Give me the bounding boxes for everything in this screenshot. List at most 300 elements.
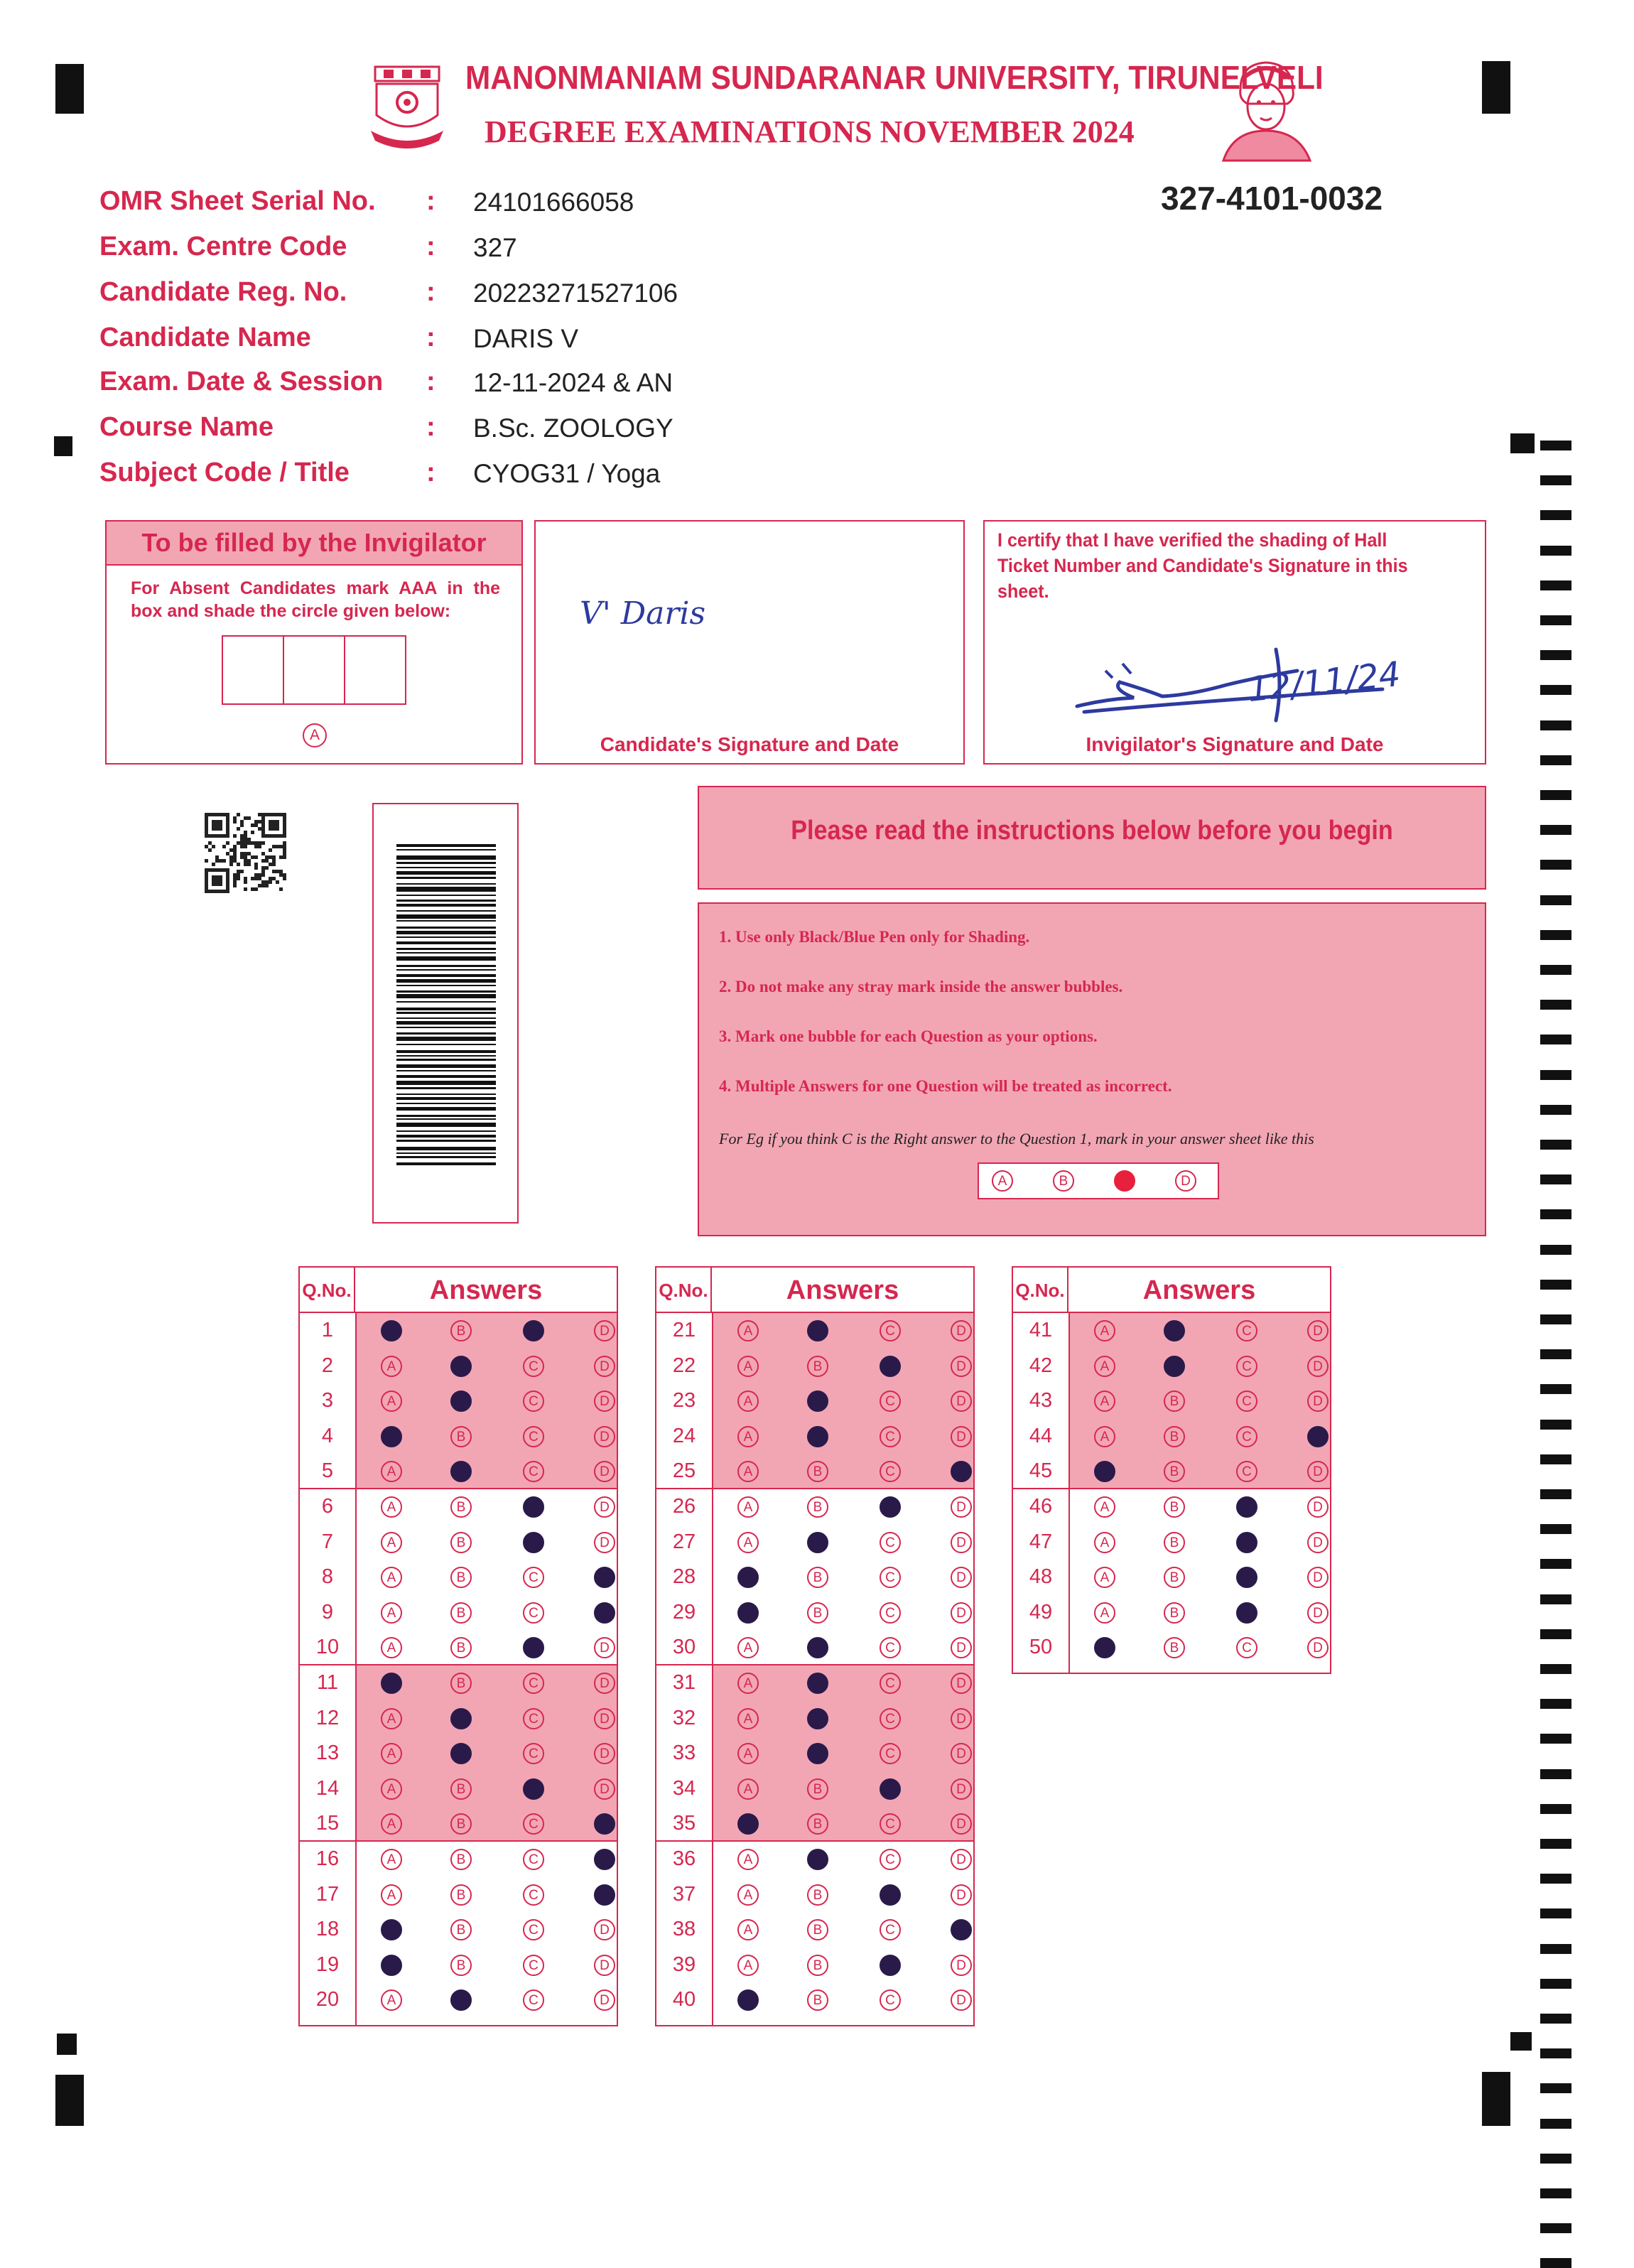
answer-bubble-q49-d[interactable]: D <box>1307 1602 1329 1624</box>
info-value: B.Sc. ZOOLOGY <box>473 414 673 443</box>
answer-bubble-q31-c[interactable]: C <box>880 1673 901 1694</box>
answer-bubble-q7-d[interactable]: D <box>594 1532 615 1553</box>
answer-bubble-q41-a[interactable]: A <box>1094 1320 1115 1341</box>
qr-module <box>251 877 254 880</box>
barcode-bar <box>396 965 496 967</box>
answer-bubble-q34-c[interactable] <box>880 1778 901 1800</box>
qno-header: Q.No. <box>300 1268 355 1313</box>
barcode-bar <box>396 849 496 850</box>
qr-finder <box>261 834 286 838</box>
answer-bubble-q3-a[interactable]: A <box>381 1390 402 1412</box>
question-number: 5 <box>321 1459 334 1483</box>
answer-bubble-q31-a[interactable]: A <box>737 1673 759 1694</box>
qr-module <box>251 855 254 859</box>
answer-bubble-q35-b[interactable]: B <box>807 1813 828 1835</box>
answer-bubble-q36-d[interactable]: D <box>951 1849 972 1870</box>
answer-bubble-q16-a[interactable]: A <box>381 1849 402 1870</box>
qr-module <box>237 877 240 880</box>
answer-bubble-q30-a[interactable]: A <box>737 1637 759 1658</box>
answer-bubble-q28-d[interactable]: D <box>951 1567 972 1588</box>
qr-module <box>251 887 254 891</box>
qr-module <box>265 884 269 887</box>
qr-module <box>233 816 237 820</box>
answer-bubble-q32-b[interactable] <box>807 1708 828 1729</box>
barcode-bar <box>396 931 496 934</box>
barcode-bar <box>396 920 496 922</box>
answer-bubble-q18-b[interactable]: B <box>450 1919 472 1940</box>
answer-bubble-q20-b[interactable] <box>450 1989 472 2011</box>
answer-bubble-q23-d[interactable]: D <box>951 1390 972 1412</box>
answer-bubble-q28-a[interactable] <box>737 1567 759 1588</box>
answer-bubble-q40-d[interactable]: D <box>951 1989 972 2011</box>
barcode-bar <box>396 1001 496 1003</box>
qr-module <box>229 855 233 859</box>
answer-bubble-q6-c[interactable] <box>523 1496 544 1518</box>
barcode-bar <box>396 927 496 929</box>
answer-bubble-q37-c[interactable] <box>880 1884 901 1906</box>
qr-module <box>269 848 272 852</box>
university-emblem-icon <box>369 63 445 151</box>
answer-bubble-q21-d[interactable]: D <box>951 1320 972 1341</box>
timing-tick <box>1540 2014 1571 2024</box>
qr-module <box>261 884 265 887</box>
answer-bubble-q24-c[interactable]: C <box>880 1426 901 1447</box>
absent-code-box-1[interactable] <box>222 635 284 705</box>
answer-bubble-q34-a[interactable]: A <box>737 1778 759 1800</box>
answer-bubble-q10-a[interactable]: A <box>381 1637 402 1658</box>
candidate-signature: V' Daris <box>580 595 706 632</box>
answer-bubble-q46-c[interactable] <box>1236 1496 1257 1518</box>
qr-module <box>222 859 226 863</box>
answer-bubble-q14-a[interactable]: A <box>381 1778 402 1800</box>
answer-bubble-q21-a[interactable]: A <box>737 1320 759 1341</box>
answer-bubble-q40-b[interactable]: B <box>807 1989 828 2011</box>
qr-module <box>254 877 258 880</box>
answer-bubble-q37-b[interactable]: B <box>807 1884 828 1906</box>
answer-bubble-q12-b[interactable] <box>450 1708 472 1729</box>
answer-bubble-q19-d[interactable]: D <box>594 1955 615 1976</box>
timing-tick <box>1540 1000 1571 1010</box>
answer-bubble-q24-d[interactable]: D <box>951 1426 972 1447</box>
qr-module <box>233 820 237 824</box>
question-number: 15 <box>315 1812 340 1835</box>
barcode-bar <box>396 1123 496 1127</box>
absent-code-box-2[interactable] <box>283 635 345 705</box>
qr-module <box>258 873 261 877</box>
answer-bubble-q22-b[interactable]: B <box>807 1356 828 1377</box>
barcode-bar <box>396 1017 496 1019</box>
qr-module <box>261 852 265 855</box>
answer-bubble-q16-d[interactable] <box>594 1849 615 1870</box>
answer-bubble-q14-d[interactable]: D <box>594 1778 615 1800</box>
invigilator-signature-date: 12/11/24 <box>1245 654 1402 711</box>
question-number: 43 <box>1029 1389 1053 1413</box>
answer-bubble-q41-b[interactable] <box>1164 1320 1185 1341</box>
barcode-bar <box>396 1115 496 1117</box>
answer-bubble-q50-a[interactable] <box>1094 1637 1115 1658</box>
answer-bubble-q40-c[interactable]: C <box>880 1989 901 2011</box>
answer-bubble-q39-b[interactable]: B <box>807 1955 828 1976</box>
qr-module <box>219 859 222 863</box>
question-number: 2 <box>321 1354 334 1377</box>
answer-bubble-q30-c[interactable]: C <box>880 1637 901 1658</box>
answer-bubble-q13-a[interactable]: A <box>381 1743 402 1764</box>
answer-bubble-q44-b[interactable]: B <box>1164 1426 1185 1447</box>
qr-module <box>261 866 265 870</box>
answer-bubble-q4-d[interactable]: D <box>594 1426 615 1447</box>
qr-module <box>279 870 283 873</box>
answer-bubble-q26-b[interactable]: B <box>807 1496 828 1518</box>
answer-bubble-q18-a[interactable] <box>381 1919 402 1940</box>
certification-text: I certify that I have verified the shading of Hall Ticket Number and Candidate's Signature in this sheet. <box>997 529 1408 602</box>
qr-module <box>244 855 247 859</box>
answer-bubble-q4-a[interactable] <box>381 1426 402 1447</box>
question-number: 32 <box>672 1706 696 1729</box>
answer-bubble-q18-c[interactable]: C <box>523 1919 544 1940</box>
absent-code-box-3[interactable] <box>344 635 406 705</box>
answer-bubble-q22-d[interactable]: D <box>951 1356 972 1377</box>
answer-bubble-q4-c[interactable]: C <box>523 1426 544 1447</box>
answer-bubble-q13-d[interactable]: D <box>594 1743 615 1764</box>
answer-bubble-q41-c[interactable]: C <box>1236 1320 1257 1341</box>
example-bubble-a: A <box>992 1170 1013 1192</box>
answer-bubble-q17-d[interactable] <box>594 1884 615 1906</box>
answer-bubble-q22-c[interactable] <box>880 1356 901 1377</box>
answer-bubble-q32-c[interactable]: C <box>880 1708 901 1729</box>
barcode-bar <box>396 1103 496 1104</box>
answer-bubble-q48-d[interactable]: D <box>1307 1567 1329 1588</box>
question-number: 1 <box>321 1319 334 1341</box>
answer-bubble-q12-c[interactable]: C <box>523 1708 544 1729</box>
qr-finder <box>226 813 229 838</box>
answer-bubble-q23-c[interactable]: C <box>880 1390 901 1412</box>
answer-bubble-q10-b[interactable]: B <box>450 1637 472 1658</box>
answer-bubble-q19-a[interactable] <box>381 1955 402 1976</box>
answer-bubble-q14-b[interactable]: B <box>450 1778 472 1800</box>
answer-bubble-q24-b[interactable] <box>807 1426 828 1447</box>
answer-bubble-q33-d[interactable]: D <box>951 1743 972 1764</box>
answer-bubble-q42-b[interactable] <box>1164 1356 1185 1377</box>
qr-module <box>258 884 261 887</box>
info-colon: : <box>426 323 435 352</box>
timing-tick <box>1540 1174 1571 1184</box>
answer-bubble-q18-d[interactable]: D <box>594 1919 615 1940</box>
answer-bubble-q45-c[interactable]: C <box>1236 1461 1257 1482</box>
timing-tick <box>1540 1140 1571 1150</box>
answer-bubble-q47-c[interactable] <box>1236 1532 1257 1553</box>
qr-module <box>244 859 247 863</box>
answer-bubble-q10-d[interactable]: D <box>594 1637 615 1658</box>
qr-module <box>233 880 237 884</box>
answer-bubble-q7-a[interactable]: A <box>381 1532 402 1553</box>
answer-bubble-q7-c[interactable] <box>523 1532 544 1553</box>
barcode-bar <box>396 844 496 847</box>
timing-tick <box>1540 1804 1571 1814</box>
answer-bubble-q2-d[interactable]: D <box>594 1356 615 1377</box>
answer-bubble-q30-b[interactable] <box>807 1637 828 1658</box>
answer-bubble-q39-d[interactable]: D <box>951 1955 972 1976</box>
qr-module <box>272 863 276 866</box>
answer-bubble-q22-a[interactable]: A <box>737 1356 759 1377</box>
timing-tick <box>1540 2188 1571 2198</box>
answer-bubble-q32-a[interactable]: A <box>737 1708 759 1729</box>
answer-bubble-q29-d[interactable]: D <box>951 1602 972 1624</box>
answer-bubble-q48-a[interactable]: A <box>1094 1567 1115 1588</box>
qr-module <box>215 859 219 863</box>
qr-module <box>233 834 237 838</box>
answer-bubble-q17-b[interactable]: B <box>450 1884 472 1906</box>
answer-bubble-q11-c[interactable]: C <box>523 1673 544 1694</box>
answer-bubble-q15-c[interactable]: C <box>523 1813 544 1835</box>
answer-bubble-q27-b[interactable] <box>807 1532 828 1553</box>
answer-bubble-q8-d[interactable] <box>594 1567 615 1588</box>
answer-bubble-q15-b[interactable]: B <box>450 1813 472 1835</box>
answer-bubble-q31-d[interactable]: D <box>951 1673 972 1694</box>
answer-bubble-q19-b[interactable]: B <box>450 1955 472 1976</box>
qr-module <box>261 870 265 873</box>
answer-bubble-q7-b[interactable]: B <box>450 1532 472 1553</box>
answer-bubble-q5-d[interactable]: D <box>594 1461 615 1482</box>
answer-bubble-q36-a[interactable]: A <box>737 1849 759 1870</box>
answer-bubble-q39-c[interactable] <box>880 1955 901 1976</box>
answer-bubble-q17-c[interactable]: C <box>523 1884 544 1906</box>
answer-bubble-q5-a[interactable]: A <box>381 1461 402 1482</box>
answer-bubble-q41-d[interactable]: D <box>1307 1320 1329 1341</box>
qr-module <box>279 855 283 859</box>
qr-finder <box>226 868 229 893</box>
answer-bubble-q45-b[interactable]: B <box>1164 1461 1185 1482</box>
answer-bubble-q26-c[interactable] <box>880 1496 901 1518</box>
timing-tick <box>1540 1769 1571 1779</box>
answer-bubble-q8-b[interactable]: B <box>450 1567 472 1588</box>
answer-bubble-q39-a[interactable]: A <box>737 1955 759 1976</box>
instructions-heading: Please read the instructions below before you begin <box>791 816 1393 846</box>
qr-module <box>244 845 247 848</box>
column-divider <box>1068 1313 1070 1673</box>
answer-bubble-q48-c[interactable] <box>1236 1567 1257 1588</box>
question-number: 42 <box>1029 1354 1053 1377</box>
answer-bubble-q37-a[interactable]: A <box>737 1884 759 1906</box>
answer-bubble-q47-d[interactable]: D <box>1307 1532 1329 1553</box>
answer-bubble-q25-b[interactable]: B <box>807 1461 828 1482</box>
answer-bubble-q11-a[interactable] <box>381 1673 402 1694</box>
answer-bubble-q36-c[interactable]: C <box>880 1849 901 1870</box>
answer-bubble-q33-a[interactable]: A <box>737 1743 759 1764</box>
timing-tick <box>1540 546 1571 556</box>
answer-bubble-q38-c[interactable]: C <box>880 1919 901 1940</box>
answer-bubble-q33-b[interactable] <box>807 1743 828 1764</box>
answer-bubble-q38-d[interactable] <box>951 1919 972 1940</box>
barcode-bar <box>396 1070 496 1071</box>
answer-bubble-q6-b[interactable]: B <box>450 1496 472 1518</box>
answer-bubble-q42-c[interactable]: C <box>1236 1356 1257 1377</box>
answer-bubble-q29-c[interactable]: C <box>880 1602 901 1624</box>
answer-bubble-q27-d[interactable]: D <box>951 1532 972 1553</box>
answer-bubble-q31-b[interactable] <box>807 1673 828 1694</box>
answer-bubble-q3-b[interactable] <box>450 1390 472 1412</box>
answer-bubble-q35-c[interactable]: C <box>880 1813 901 1835</box>
barcode-bar <box>396 862 496 864</box>
answer-bubble-q42-a[interactable]: A <box>1094 1356 1115 1377</box>
answer-bubble-q44-a[interactable]: A <box>1094 1426 1115 1447</box>
answer-bubble-q49-a[interactable]: A <box>1094 1602 1115 1624</box>
info-value: 12-11-2024 & AN <box>473 368 673 397</box>
timing-tick <box>1540 1384 1571 1394</box>
answer-bubble-q34-d[interactable]: D <box>951 1778 972 1800</box>
answer-bubble-q13-c[interactable]: C <box>523 1743 544 1764</box>
answer-bubble-q17-a[interactable]: A <box>381 1884 402 1906</box>
answer-bubble-q9-c[interactable]: C <box>523 1602 544 1624</box>
answer-bubble-q21-c[interactable]: C <box>880 1320 901 1341</box>
answer-bubble-q48-b[interactable]: B <box>1164 1567 1185 1588</box>
answer-bubble-q16-b[interactable]: B <box>450 1849 472 1870</box>
qr-module <box>233 859 237 863</box>
info-colon: : <box>426 458 435 487</box>
answer-bubble-q14-c[interactable] <box>523 1778 544 1800</box>
invigilator-heading: To be filled by the Invigilator <box>107 522 521 566</box>
answer-bubble-q47-b[interactable]: B <box>1164 1532 1185 1553</box>
info-value: 327 <box>473 233 517 262</box>
qno-header: Q.No. <box>656 1268 712 1313</box>
qr-module <box>244 816 247 820</box>
answer-bubble-q49-b[interactable]: B <box>1164 1602 1185 1624</box>
answer-bubble-q3-d[interactable]: D <box>594 1390 615 1412</box>
timing-tick <box>1540 1245 1571 1255</box>
qr-module <box>244 863 247 866</box>
answer-bubble-q1-a[interactable] <box>381 1320 402 1341</box>
answer-bubble-q49-c[interactable] <box>1236 1602 1257 1624</box>
answer-bubble-q38-b[interactable]: B <box>807 1919 828 1940</box>
answer-bubble-q25-c[interactable]: C <box>880 1461 901 1482</box>
answer-bubble-q6-a[interactable]: A <box>381 1496 402 1518</box>
answer-bubble-q2-a[interactable]: A <box>381 1356 402 1377</box>
qr-module <box>237 827 240 831</box>
answer-bubble-q6-d[interactable]: D <box>594 1496 615 1518</box>
answer-bubble-q23-b[interactable] <box>807 1390 828 1412</box>
answer-bubble-q19-c[interactable]: C <box>523 1955 544 1976</box>
answer-bubble-q37-d[interactable]: D <box>951 1884 972 1906</box>
answer-bubble-q15-a[interactable]: A <box>381 1813 402 1835</box>
answer-bubble-q33-c[interactable]: C <box>880 1743 901 1764</box>
qr-module <box>258 827 261 831</box>
answer-bubble-q1-b[interactable]: B <box>450 1320 472 1341</box>
barcode-bar <box>396 1147 496 1150</box>
answer-bubble-q11-d[interactable]: D <box>594 1673 615 1694</box>
answer-bubble-q43-b[interactable]: B <box>1164 1390 1185 1412</box>
answer-bubble-q9-d[interactable] <box>594 1602 615 1624</box>
answer-bubble-q1-d[interactable]: D <box>594 1320 615 1341</box>
answer-bubble-q29-b[interactable]: B <box>807 1602 828 1624</box>
answer-bubble-q30-d[interactable]: D <box>951 1637 972 1658</box>
answer-bubble-q35-d[interactable]: D <box>951 1813 972 1835</box>
answer-bubble-q25-a[interactable]: A <box>737 1461 759 1482</box>
answer-bubble-q24-a[interactable]: A <box>737 1426 759 1447</box>
qr-module <box>233 845 237 848</box>
answer-bubble-q9-b[interactable]: B <box>450 1602 472 1624</box>
qr-module <box>247 841 251 845</box>
answer-bubble-q10-c[interactable] <box>523 1637 544 1658</box>
answer-bubble-q44-d[interactable] <box>1307 1426 1329 1447</box>
answer-bubble-q20-c[interactable]: C <box>523 1989 544 2011</box>
answer-bubble-q43-d[interactable]: D <box>1307 1390 1329 1412</box>
answer-bubble-q34-b[interactable]: B <box>807 1778 828 1800</box>
barcode-bar <box>396 948 496 950</box>
answer-bubble-q42-d[interactable]: D <box>1307 1356 1329 1377</box>
answer-bubble-q20-d[interactable]: D <box>594 1989 615 2011</box>
absent-bubble[interactable]: A <box>303 723 327 747</box>
answer-bubble-q43-a[interactable]: A <box>1094 1390 1115 1412</box>
answer-bubble-q50-c[interactable]: C <box>1236 1637 1257 1658</box>
answers-header: Answers <box>355 1268 617 1313</box>
answer-bubble-q28-b[interactable]: B <box>807 1567 828 1588</box>
answer-bubble-q23-a[interactable]: A <box>737 1390 759 1412</box>
answer-bubble-q46-b[interactable]: B <box>1164 1496 1185 1518</box>
answer-bubble-q27-c[interactable]: C <box>880 1532 901 1553</box>
answer-bubble-q5-c[interactable]: C <box>523 1461 544 1482</box>
answer-bubble-q13-b[interactable] <box>450 1743 472 1764</box>
answer-bubble-q50-d[interactable]: D <box>1307 1637 1329 1658</box>
answer-bubble-q28-c[interactable]: C <box>880 1567 901 1588</box>
answer-bubble-q45-d[interactable]: D <box>1307 1461 1329 1482</box>
answer-bubble-q47-a[interactable]: A <box>1094 1532 1115 1553</box>
answer-bubble-q8-c[interactable]: C <box>523 1567 544 1588</box>
qr-module <box>269 877 272 880</box>
answer-bubble-q12-d[interactable]: D <box>594 1708 615 1729</box>
barcode-bar <box>396 985 496 986</box>
answer-bubble-q2-b[interactable] <box>450 1356 472 1377</box>
answer-bubble-q43-c[interactable]: C <box>1236 1390 1257 1412</box>
answer-bubble-q32-d[interactable]: D <box>951 1708 972 1729</box>
answer-bubble-q20-a[interactable]: A <box>381 1989 402 2011</box>
answer-bubble-q9-a[interactable]: A <box>381 1602 402 1624</box>
qr-module <box>222 845 226 848</box>
answer-bubble-q4-b[interactable]: B <box>450 1426 472 1447</box>
timing-tick <box>1540 1839 1571 1849</box>
answer-bubble-q3-c[interactable]: C <box>523 1390 544 1412</box>
barcode-bar <box>396 990 496 993</box>
answer-bubble-q1-c[interactable] <box>523 1320 544 1341</box>
answer-bubble-q16-c[interactable]: C <box>523 1849 544 1870</box>
answer-bubble-q40-a[interactable] <box>737 1989 759 2011</box>
answer-bubble-q38-a[interactable]: A <box>737 1919 759 1940</box>
answer-bubble-q36-b[interactable] <box>807 1849 828 1870</box>
timing-tick <box>1540 1944 1571 1954</box>
answer-bubble-q46-d[interactable]: D <box>1307 1496 1329 1518</box>
answer-bubble-q26-a[interactable]: A <box>737 1496 759 1518</box>
answer-bubble-q12-a[interactable]: A <box>381 1708 402 1729</box>
answer-bubble-q2-c[interactable]: C <box>523 1356 544 1377</box>
timing-tick <box>1540 1035 1571 1044</box>
answer-bubble-q29-a[interactable] <box>737 1602 759 1624</box>
answer-bubble-q46-a[interactable]: A <box>1094 1496 1115 1518</box>
qr-module <box>240 845 244 848</box>
answer-bubble-q21-b[interactable] <box>807 1320 828 1341</box>
answer-bubble-q50-b[interactable]: B <box>1164 1637 1185 1658</box>
answer-bubble-q11-b[interactable]: B <box>450 1673 472 1694</box>
answer-bubble-q26-d[interactable]: D <box>951 1496 972 1518</box>
question-number: 17 <box>315 1882 340 1906</box>
row-separator <box>656 1664 973 1665</box>
answer-bubble-q27-a[interactable]: A <box>737 1532 759 1553</box>
answer-bubble-q44-c[interactable]: C <box>1236 1426 1257 1447</box>
info-label: Exam. Date & Session <box>99 367 384 396</box>
timing-tick <box>1540 965 1571 975</box>
timing-tick <box>1540 1874 1571 1884</box>
qr-module <box>272 855 276 859</box>
answer-bubble-q8-a[interactable]: A <box>381 1567 402 1588</box>
timing-tick <box>1540 441 1571 450</box>
qr-finder <box>283 813 286 838</box>
